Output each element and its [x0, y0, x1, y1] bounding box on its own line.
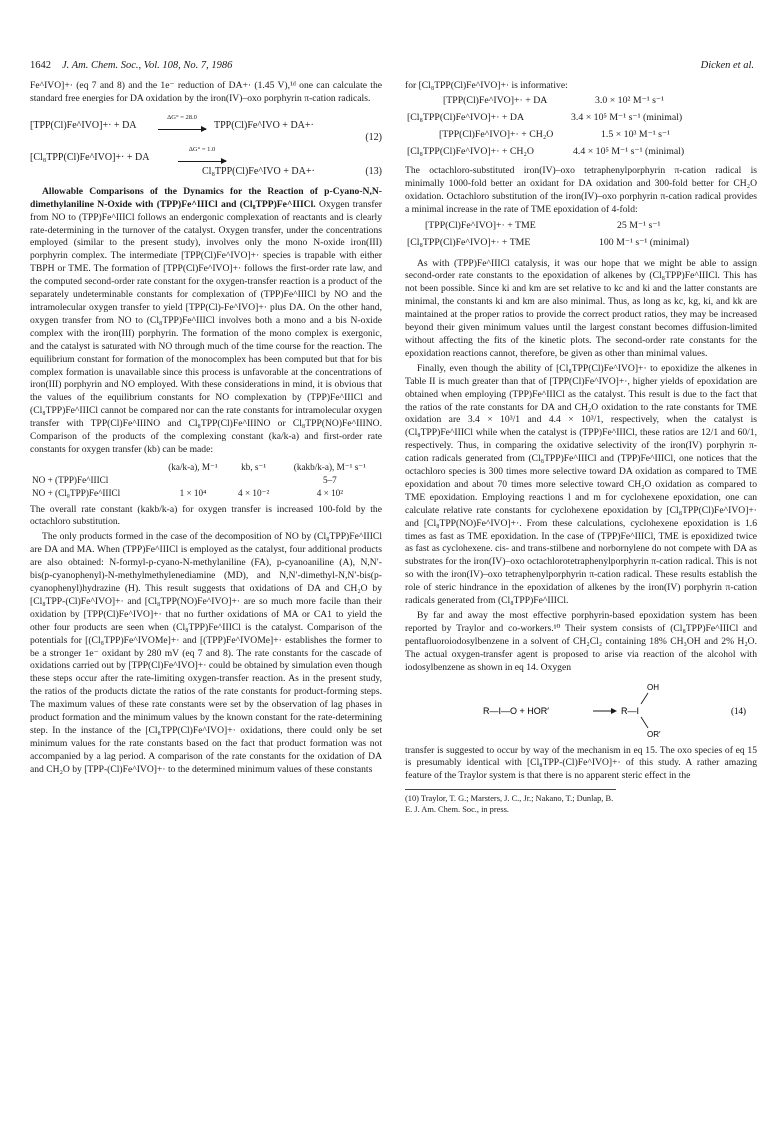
rate-row: [405, 95, 757, 112]
rate-row: [405, 220, 757, 237]
paragraph: As with (TPP)Fe^IIICl catalysis, it was our hope that we might be able to assign second-order rate constants to the epoxidation of alkenes by (Cl₈TPP)Fe^IIICl. This has not been possible. Since ki and km are set relative to kc and ki and the latter constants are minimal, the constants ki and km are also minimal. Thus, as long as kc, kg, ki, and kk are maintained at the proper ratios to provide the correct product ratios, they may be increased beyond their given minimum values until the largest constant becomes diffusion-limited without affecting the fits of the kinetic plots. The second-order rate constants for the epoxidation reactions cannot, therefore, be given as other than minimal values.: [405, 257, 757, 359]
paragraph: The octachloro-substituted iron(IV)–oxo tetraphenylporphyrin π-cation radical is minimally 1000-fold better an oxidant for DA oxidation and 300-fold better for CH₂O oxidation. Octachloro substitution of the iron(IV)–oxo porphyrin π-cation radical provides a minimal increase in the rate of TME epoxidation of 4-fold:: [405, 164, 757, 215]
journal-citation: J. Am. Chem. Soc., Vol. 108, No. 7, 1986: [62, 60, 233, 71]
table-header: (ka/k-a), M⁻¹: [168, 461, 218, 472]
arrow-label: ΔG° = 1.0: [188, 145, 216, 153]
eq14-or: OR′: [647, 729, 661, 739]
page-number: 1642: [30, 60, 51, 71]
equation-lhs: [TPP(Cl)Fe^IVO]+· + DA: [30, 119, 137, 131]
table-cell: NO + (Cl₈TPP)Fe^IIICl: [32, 487, 121, 498]
eq14-reactant: R—I—O + HOR′: [483, 705, 549, 716]
rate-species: [Cl₈TPP(Cl)Fe^IVO]+· + CH₂O: [407, 145, 534, 157]
equation-14: [405, 677, 757, 743]
arrow-label: ΔG° = 28.0: [167, 113, 197, 121]
paragraph: The overall rate constant (kakb/k-a) for oxygen transfer is increased 100-fold by the octachloro substitution.: [30, 503, 382, 528]
equation-number: (13): [365, 165, 382, 177]
equation-lhs: [Cl₈TPP(Cl)Fe^IVO]+· + DA: [30, 151, 150, 163]
rate-row: [405, 112, 757, 129]
table-cell: NO + (TPP)Fe^IIICl: [32, 474, 109, 485]
rate-value: 1.5 × 10³ M⁻¹ s⁻¹: [601, 128, 671, 140]
table-cell: 5–7: [322, 474, 337, 485]
table-header: [30, 461, 156, 474]
page-header: [30, 60, 754, 76]
bond-line: [641, 693, 648, 704]
table-header: (kakb/k-a), M⁻¹ s⁻¹: [293, 461, 366, 472]
table-cell: [230, 474, 278, 487]
table-cell: 1 × 10⁴: [179, 487, 207, 498]
equation-14-drawing: [405, 677, 757, 743]
table-header: kb, s⁻¹: [241, 461, 267, 472]
reaction-arrow: [158, 112, 206, 130]
paragraph: for [Cl₈TPP(Cl)Fe^IVO]+· is informative:: [405, 80, 568, 91]
table-cell: 4 × 10⁻²: [238, 487, 270, 498]
rate-species: [Cl₈TPP(Cl)Fe^IVO]+· + DA: [407, 111, 525, 123]
running-authors: Dicken et al.: [700, 60, 754, 71]
rate-constant-table: [30, 461, 382, 500]
arrowhead: [611, 708, 617, 714]
equation-number: (12): [365, 131, 382, 143]
rate-row: [405, 129, 757, 146]
rate-species: [TPP(Cl)Fe^IVO]+· + CH₂O: [439, 128, 554, 140]
rate-value: 3.0 × 10² M⁻¹ s⁻¹: [595, 94, 665, 106]
eq14-product: R—I: [621, 705, 639, 716]
right-column: [405, 80, 757, 815]
reaction-arrow: [178, 144, 226, 162]
table-cell: [156, 474, 229, 487]
paragraph: By far and away the most effective porphyrin-based epoxidation system has been reported by Traylor and co-workers.¹⁰ Their system consists of (Cl₈TPP)Fe^IIICl and pentafluoroiodosylbenzene in a solvent of CH₂Cl₂ containing 18% CH₃OH and 2% H₂O. The actual oxygen-transfer agent is proposed to arise via reaction of the alcohol with iodosylbenzene as shown in eq 14. Oxygen: [405, 610, 757, 673]
section-heading: Allowable Comparisons of the Dynamics for the Reaction of p-Cyano-N,N-dimethylaniline N-Oxide with (TPP)Fe^IIICl and (Cl₈TPP)Fe^IIICl.: [30, 185, 382, 210]
rate-species: [TPP(Cl)Fe^IVO]+· + TME: [425, 219, 536, 231]
equation-12: [30, 112, 382, 143]
rate-species: [TPP(Cl)Fe^IVO]+· + DA: [443, 94, 548, 106]
equation-rhs: Cl₈TPP(Cl)Fe^IVO + DA+·: [202, 165, 315, 177]
table-row: [30, 487, 382, 500]
footnote: (10) Traylor, T. G.; Marsters, J. C., Jr.; Nakano, T.; Dunlap, B. E. J. Am. Chem. Soc., in press.: [405, 789, 616, 815]
paragraph: Fe^IVO]+· (eq 7 and 8) and the 1e⁻ reduction of DA+· (1.45 V),¹ᵈ one can calculate the standard free energies for DA oxidation by the iron(IV)–oxo porphyrin π-cation radicals.: [30, 80, 382, 104]
equation-13: [30, 144, 382, 180]
table-cell: 4 × 10²: [316, 487, 344, 498]
paragraph: [30, 186, 382, 457]
rate-list-2: [405, 220, 757, 254]
rate-species: [Cl₈TPP(Cl)Fe^IVO]+· + TME: [407, 236, 531, 248]
paragraph: The only products formed in the case of the decomposition of NO by (Cl₈TPP)Fe^IIICl are DA and MA. When (TPP)Fe^IIICl is employed as the catalyst, four additional products are also obtained: N-formyl-p-cyano-N-methylaniline (FA), p-cyanoaniline (A), N,N′-bis(p-cyanophenyl)-N-methylmethylenediamine (MD), and N,N′-dimethyl-N,N′-bis(p-cyanophenyl)hydrazine (H). This result suggests that oxidations of DA and CH₂O by [Cl₈TPP-(Cl)Fe^IVO]+· and [Cl₈TPP(NO)Fe^IVO]+· are so much more facile than their oxidation by [TPP(Cl)Fe^IVO]+· that no further oxidations of MA or CA1 to yield the other four products are seen when (Cl₈TPP)Fe^IIICl is the catalyst. Comparison of the potentials for [(Cl₈TPP)Fe^IVOMe]+· and [(TPP)Fe^IVOMe]+· establishes the former to be a stronger 1e⁻ oxidant by 280 mV (eq 7 and 8). The rate constants for the cascade of oxidations carried out by [TPP(Cl)Fe^IVO]+· could be obtained by simulation even though these steps occur after the rate-limiting oxygen-transfer reaction. As in the present study, the ratios of the products dictate the ratios of the rate constants for product-forming steps. The maximum values of these rate constants were set by the observation of lag phases in product formation and the minimum values by the known constant for the rate-determining step. In the instance of the [Cl₈TPP(Cl)Fe^IVO]+· oxidations, there could only be set minimum values for the rate constants based on the fact that product formation was not accompanied by a lag period. A comparison of the rate constants for the oxidation of DA and CH₂O by [TPP-(Cl)Fe^IVO]+· to the determined minimum values of these constants: [30, 531, 382, 775]
rate-value: 3.4 × 10⁵ M⁻¹ s⁻¹ (minimal): [571, 111, 683, 123]
table-header-row: [30, 461, 382, 474]
rate-value: 4.4 × 10⁵ M⁻¹ s⁻¹ (minimal): [573, 145, 685, 157]
rate-value: 100 M⁻¹ s⁻¹ (minimal): [599, 236, 689, 248]
paragraph: Finally, even though the ability of [Cl₈TPP(Cl)Fe^IVO]+· to epoxidize the alkenes in Table II is much greater than that of [TPP(Cl)Fe^IVO]+·, higher yields of epoxidation are obtained when employing (TPP)Fe^IIICl as the catalyst. This result is due to the fact that the ratios of the rate constants for DA and CH₂O oxidation to the rate constants for TME oxidation are 3.4 × 10³/1 and 4.4 × 10³/1, respectively, when the catalyst is (Cl₈TPP)Fe^IIICl while when the catalyst is (TPP)Fe^IIICl, these ratios are 12/1 and 60/1, respectively. Thus, in comparing the oxidative selectivity of the iron(IV) porphyrin π-cation radicals generated from (Cl₈TPP)Fe^IIICl and (TPP)Fe^IIICl, one notices that the octachloro species is 300 times more selective toward DA oxidation as compared to TME epoxidation and about 70 times more selective toward CH₂O oxidation as compared to TME epoxidation. Employing reactions l and m for cyclohexene epoxidation, one can calculate relative rate constants for cyclohexene epoxidation by [Cl₈TPP(Cl)Fe^IVO]+· and [Cl₈TPP(NO)Fe^IVO]+·. From these calculations, cyclohexene epoxidation is 1.6 times as fast as TME epoxidation. In the case of (TPP)Fe^IIICl, TME is epoxidized twice as fast as cyclohexene. cis- and trans-stilbene and norbornylene do not compete with DA as substrates for the iron(IV)–oxo octachlorotetraphenylporphyrin π-cation radical. This is not so with the iron(IV)–oxo tetraphenylporphyrin π-cation radical. These results establish the role of steric hindrance in the epoxidation of alkenes by the iron(IV) porphyrin π-cation radicals generated from (Cl₈TPP)Fe^IIICl.: [405, 362, 757, 607]
rate-list-1: [405, 95, 757, 163]
rate-row: [405, 237, 757, 254]
equation-rhs: TPP(Cl)Fe^IVO + DA+·: [214, 119, 314, 131]
eq14-oh: OH: [647, 682, 659, 692]
paragraph: transfer is suggested to occur by way of the mechanism in eq 15. The oxo species of eq 15 is presumably identical with [Cl₈TPP-(Cl)Fe^IVO]+· of this study. A rather amazing feature of the Traylor system is that there is no apparent steric effect in the: [405, 744, 757, 782]
equation-number: (14): [731, 705, 746, 716]
table-row: [30, 474, 382, 487]
rate-value: 25 M⁻¹ s⁻¹: [617, 219, 661, 231]
bond-line: [641, 717, 648, 728]
left-column: [30, 80, 382, 779]
paragraph-body: Oxygen transfer from NO to (TPP)Fe^IIICl follows an endergonic complexation of reactants and is clearly rate-determining in the turnover of the catalyst. Oxygen transfer, under the concentrations employed (similar to the present study), involves only the mono N-oxide iron(III) porphyrin complex. The intermediate [TPP(Cl)Fe^IVO]+· species is trapable with either TBPH or TME. The formation of [TPP(Cl)Fe^IVO]+· follows the first-order rate law, and the computed second-order rate constant for the oxygen-transfer reaction is a product of the separately undeterminable constants for complexation of (TPP)Fe^IIICl by NO and the intramolecular oxygen transfer to yield [TPP(Cl)-Fe^IVO]+· plus DA. On the other hand, oxygen transfer from NO to (Cl₈TPP)Fe^IIICl involves both a mono and a bis N-oxide complex with the iron(III) porphyrin. The formation of the mono complex is exergonic, and the catalyst is saturated with NO through much of the time course for the reaction. The equilibrium constant for formation of the monocomplex has been computed but that for bis complex formation is unavailable since this process is unfavorable at the concentrations of iron(III) porphyrin and NO employed. With these considerations in mind, it is obvious that the values of the equilibrium constants for NO complexation by (TPP)Fe^IIICl and (Cl₈TPP)Fe^IIICl cannot be compared nor can the rate constants for intramolecular oxygen transfer with TPP(Cl)Fe^IIINO and Cl₈TPP(Cl)Fe^IIINO or Cl₈TPP(NO)Fe^IIINO. Comparison of the products of the complexing constant (ka/k-a) and first-order rate constants for oxygen transfer (kb) can be made:: [30, 198, 383, 455]
rate-row: [405, 146, 757, 163]
